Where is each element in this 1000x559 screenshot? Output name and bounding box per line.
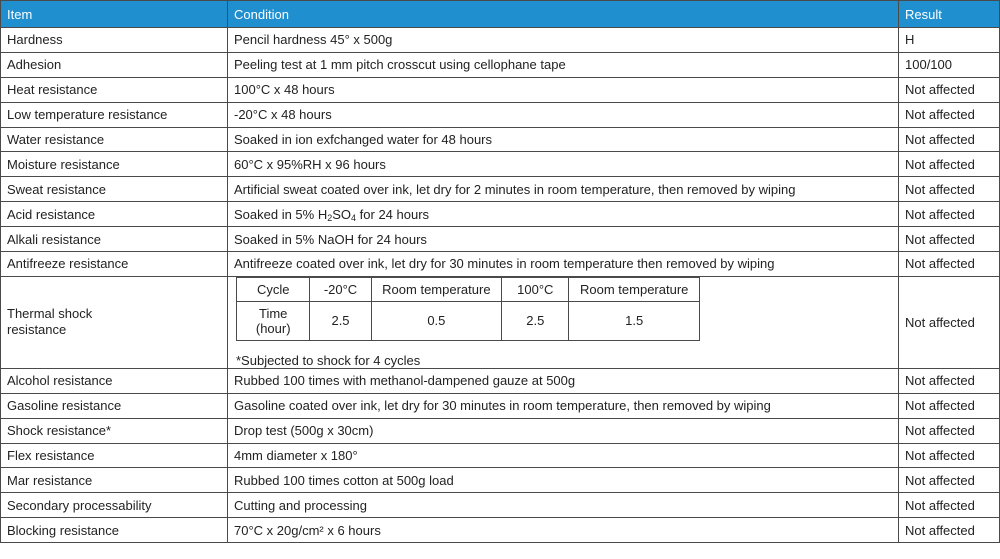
- item-cell: Adhesion: [1, 52, 228, 77]
- table-row-thermal-shock: [1, 276, 1000, 368]
- condition-cell: Drop test (500g x 30cm): [228, 418, 899, 443]
- table-row: [1, 518, 1000, 543]
- result-cell: Not affected: [899, 227, 1000, 252]
- result-cell: H: [899, 28, 1000, 53]
- table-row: [1, 493, 1000, 518]
- condition-cell: Pencil hardness 45° x 500g: [228, 28, 899, 53]
- table-row: [1, 28, 1000, 53]
- condition-cell: Antifreeze coated over ink, let dry for 30 minutes in room temperature then removed by wiping: [228, 252, 899, 277]
- table-row: [1, 127, 1000, 152]
- table-row: [1, 393, 1000, 418]
- result-cell: 100/100: [899, 52, 1000, 77]
- condition-cell: Rubbed 100 times with methanol-dampened gauze at 500g: [228, 368, 899, 393]
- item-cell: Gasoline resistance: [1, 393, 228, 418]
- table-row-acid: [1, 202, 1000, 227]
- subscript-2: 2: [327, 212, 333, 223]
- table-row: [1, 368, 1000, 393]
- item-cell: [1, 276, 228, 368]
- result-cell: Not affected: [899, 368, 1000, 393]
- condition-cell: 60°C x 95%RH x 96 hours: [228, 152, 899, 177]
- cycle-step: -20°C: [310, 277, 371, 301]
- time-value: 2.5: [310, 301, 371, 340]
- table-row: [1, 77, 1000, 102]
- table-row: [1, 443, 1000, 468]
- subscript-4: 4: [351, 212, 357, 223]
- table-row: [1, 152, 1000, 177]
- condition-cell: [228, 276, 899, 368]
- time-label-line1: Time: [259, 305, 288, 321]
- item-cell: Moisture resistance: [1, 152, 228, 177]
- table-row: [1, 227, 1000, 252]
- result-cell: Not affected: [899, 177, 1000, 202]
- cycle-step: Room temperature: [371, 277, 502, 301]
- item-cell: Mar resistance: [1, 468, 228, 493]
- table-row: [1, 418, 1000, 443]
- thermal-note: *Subjected to shock for 4 cycles: [236, 352, 421, 368]
- acid-condition-pre: Soaked in 5% H: [234, 206, 328, 222]
- result-cell: Not affected: [899, 77, 1000, 102]
- acid-condition-mid: SO: [332, 206, 352, 222]
- condition-cell: -20°C x 48 hours: [228, 102, 899, 127]
- result-cell: Not affected: [899, 202, 1000, 227]
- item-cell: Alkali resistance: [1, 227, 228, 252]
- result-cell: Not affected: [899, 468, 1000, 493]
- item-cell: Secondary processability: [1, 493, 228, 518]
- time-label: [237, 301, 310, 340]
- result-cell: Not affected: [899, 443, 1000, 468]
- item-cell: Blocking resistance: [1, 518, 228, 543]
- time-value: 1.5: [569, 301, 700, 340]
- table-row: [1, 177, 1000, 202]
- item-cell: Water resistance: [1, 127, 228, 152]
- condition-cell: Rubbed 100 times cotton at 500g load: [228, 468, 899, 493]
- item-cell: Alcohol resistance: [1, 368, 228, 393]
- condition-cell: Soaked in ion exfchanged water for 48 hours: [228, 127, 899, 152]
- item-cell: Hardness: [1, 28, 228, 53]
- cycle-step: Room temperature: [569, 277, 700, 301]
- item-cell: Heat resistance: [1, 77, 228, 102]
- result-cell: Not affected: [899, 518, 1000, 543]
- condition-cell: 4mm diameter x 180°: [228, 443, 899, 468]
- result-cell: Not affected: [899, 127, 1000, 152]
- header-item: Item: [1, 1, 228, 28]
- thermal-cycle-table: [236, 277, 700, 341]
- result-cell: Not affected: [899, 418, 1000, 443]
- header-condition: Condition: [228, 1, 899, 28]
- result-cell: Not affected: [899, 102, 1000, 127]
- item-cell: Low temperature resistance: [1, 102, 228, 127]
- thermal-item-line1: Thermal shock: [7, 306, 93, 322]
- condition-cell: Peeling test at 1 mm pitch crosscut using cellophane tape: [228, 52, 899, 77]
- condition-cell: [228, 202, 899, 227]
- header-row: [1, 1, 1000, 28]
- table-row: [1, 52, 1000, 77]
- result-cell: Not affected: [899, 276, 1000, 368]
- table-row: [1, 252, 1000, 277]
- result-cell: Not affected: [899, 493, 1000, 518]
- result-cell: Not affected: [899, 252, 1000, 277]
- time-row: [237, 301, 700, 340]
- item-cell: Flex resistance: [1, 443, 228, 468]
- table-row: [1, 468, 1000, 493]
- condition-cell: Gasoline coated over ink, let dry for 30 minutes in room temperature, then removed by wiping: [228, 393, 899, 418]
- item-cell: Sweat resistance: [1, 177, 228, 202]
- time-value: 2.5: [502, 301, 569, 340]
- table-row: [1, 102, 1000, 127]
- time-label-line2: (hour): [255, 320, 291, 336]
- cycle-step: 100°C: [502, 277, 569, 301]
- condition-cell: Soaked in 5% NaOH for 24 hours: [228, 227, 899, 252]
- condition-cell: Cutting and processing: [228, 493, 899, 518]
- condition-cell: Artificial sweat coated over ink, let dry for 2 minutes in room temperature, then removed by wiping: [228, 177, 899, 202]
- item-cell: Shock resistance*: [1, 418, 228, 443]
- acid-condition-post: for 24 hours: [356, 206, 430, 222]
- condition-cell: 100°C x 48 hours: [228, 77, 899, 102]
- item-cell: Acid resistance: [1, 202, 228, 227]
- cycle-row: [237, 277, 700, 301]
- item-cell: Antifreeze resistance: [1, 252, 228, 277]
- thermal-item-line2: resistance: [7, 322, 67, 338]
- condition-cell: 70°C x 20g/cm² x 6 hours: [228, 518, 899, 543]
- result-cell: Not affected: [899, 393, 1000, 418]
- time-value: 0.5: [371, 301, 502, 340]
- header-result: Result: [899, 1, 1000, 28]
- cycle-label: Cycle: [237, 277, 310, 301]
- result-cell: Not affected: [899, 152, 1000, 177]
